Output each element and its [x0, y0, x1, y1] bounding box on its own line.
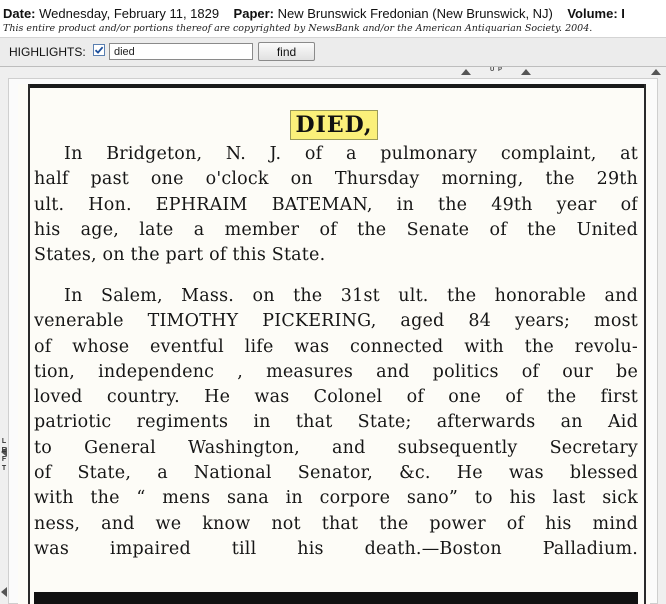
text-line: of State, a National Senator, &c. He was blessed — [34, 463, 638, 484]
text-line: tion, independenc , measures and politics of our be — [34, 361, 638, 382]
document-metadata — [3, 6, 666, 22]
paper-value: New Brunswick Fredonian (New Brunswick, NJ) — [277, 6, 553, 21]
article-heading: DIED, — [290, 110, 377, 140]
text-line: ult. Hon. EPHRAIM BATEMAN, in the 49th year of — [34, 194, 638, 215]
volume-label: Volume: I — [567, 6, 625, 21]
find-button[interactable]: find — [258, 42, 315, 61]
text-line: to General Washington, and subsequently Secretary — [34, 437, 638, 458]
text-line: venerable TIMOTHY PICKERING, aged 84 years; most — [34, 311, 638, 332]
left-label-char: F — [1, 456, 7, 463]
scroll-up-arrow-icon[interactable] — [521, 69, 531, 75]
scroll-left-label[interactable] — [0, 437, 8, 577]
left-label-char: T — [1, 465, 7, 472]
scroll-up-arrow-icon[interactable] — [651, 69, 661, 75]
text-line: half past one o'clock on Thursday morning, the 29th — [34, 169, 638, 190]
text-line: In Bridgeton, N. J. of a pulmonary complaint, at — [64, 144, 638, 164]
column-rule — [28, 84, 30, 604]
highlights-checkbox[interactable] — [93, 44, 105, 56]
highlights-toolbar — [0, 37, 666, 67]
date-label: Date: — [3, 6, 36, 21]
highlight-search-input[interactable] — [109, 43, 253, 60]
text-line: of whose eventful life was connected with the revolu- — [34, 336, 638, 357]
left-label-char: L — [1, 438, 7, 445]
text-line: loved country. He was Colonel of one of the first — [34, 387, 638, 408]
column-rule — [34, 592, 638, 604]
column-rule — [28, 84, 646, 88]
text-line: was impaired till his death.—Boston Palladium. — [34, 538, 638, 559]
newspaper-scan-image — [18, 84, 650, 604]
obituary-paragraph-pickering — [34, 284, 638, 562]
article-heading-wrap — [18, 110, 650, 142]
text-line: with the “ mens sana in corpore sano” to his last sick — [34, 488, 638, 509]
date-value: Wednesday, February 11, 1829 — [39, 6, 220, 21]
left-label-char: E — [1, 447, 7, 454]
paper-label: Paper: — [233, 6, 275, 21]
highlights-label: HIGHLIGHTS: — [9, 45, 86, 59]
checkmark-icon — [94, 45, 104, 55]
obituary-paragraph-bateman — [34, 142, 638, 268]
scroll-left-arrow-icon[interactable] — [1, 587, 7, 597]
text-line last-line: States, on the part of this State. — [34, 245, 326, 266]
scroll-up-arrow-icon[interactable] — [461, 69, 471, 75]
scroll-up-label[interactable]: U P — [490, 67, 504, 73]
text-line: In Salem, Mass. on the 31st ult. the honorable and — [64, 286, 638, 306]
copyright-notice: This entire product and/or portions thereof are copyrighted by NewsBank and/or the American Antiquarian Society. 2004. — [3, 23, 593, 34]
text-line: his age, late a member of the Senate of the United — [34, 219, 638, 240]
column-rule — [644, 84, 646, 604]
text-line: patriotic regiments in that State; afterwards an Aid — [34, 412, 638, 433]
text-line: ness, and we know not that the power of his mind — [34, 513, 638, 534]
